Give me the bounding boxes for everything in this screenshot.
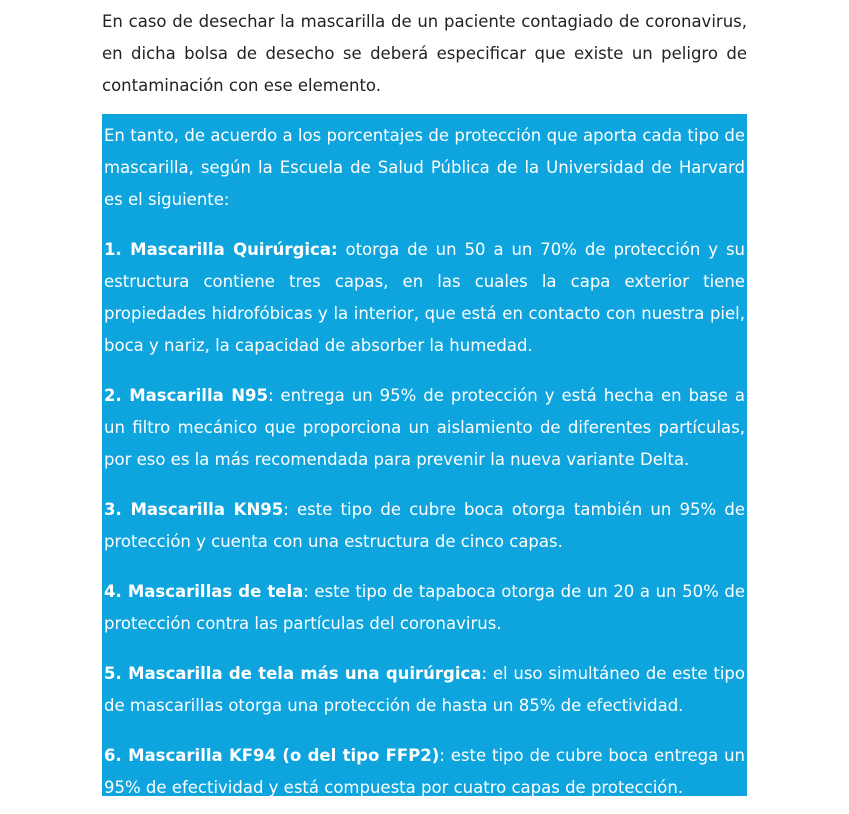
list-item bbox=[104, 494, 745, 558]
item-title: 2. Mascarilla N95 bbox=[104, 386, 268, 405]
item-text: : el uso simultáneo de este tipo de mascarillas otorga una protección de hasta un 85% de efectividad. bbox=[104, 664, 745, 715]
list-item bbox=[104, 740, 745, 804]
article-body bbox=[102, 0, 747, 796]
item-text: : este tipo de tapaboca otorga de un 20 a un 50% de protección contra las partículas del coronavirus. bbox=[104, 582, 745, 633]
item-title: 3. Mascarilla KN95 bbox=[104, 500, 284, 519]
lead-paragraph: En tanto, de acuerdo a los porcentajes de protección que aporta cada tipo de mascarilla, según la Escuela de Salud Pública de la Universidad de Harvard es el siguiente: bbox=[104, 126, 745, 209]
item-title: 6. Mascarilla KF94 (o del tipo FFP2) bbox=[104, 746, 440, 765]
item-text: : este tipo de cubre boca otorga también un 95% de protección y cuenta con una estructura de cinco capas. bbox=[104, 500, 745, 551]
list-item bbox=[104, 658, 745, 722]
item-title: 4. Mascarillas de tela bbox=[104, 582, 304, 601]
item-title: 1. Mascarilla Quirúrgica: bbox=[104, 240, 338, 259]
item-text: : entrega un 95% de protección y está hecha en base a un filtro mecánico que proporciona un aislamiento de diferentes partículas, por eso es la más recomendada para prevenir la nueva variante Delta. bbox=[104, 386, 745, 469]
intro-paragraph: En caso de desechar la mascarilla de un paciente contagiado de coronavirus, en dicha bolsa de desecho se deberá especificar que existe un peligro de contaminación con ese elemento. bbox=[102, 12, 747, 95]
item-text: : este tipo de cubre boca entrega un 95% de efectividad y está compuesta por cuatro capas de protección. bbox=[104, 746, 745, 797]
item-text: otorga de un 50 a un 70% de protección y su estructura contiene tres capas, en las cuales la capa exterior tiene propiedades hidrofóbicas y la interior, que está en contacto con nuestra piel, boca y nariz, la capacidad de absorber la humedad. bbox=[104, 240, 745, 355]
highlighted-section bbox=[102, 114, 747, 796]
list-item bbox=[104, 576, 745, 640]
list-item bbox=[104, 234, 745, 362]
list-item bbox=[104, 380, 745, 476]
item-title: 5. Mascarilla de tela más una quirúrgica bbox=[104, 664, 482, 683]
